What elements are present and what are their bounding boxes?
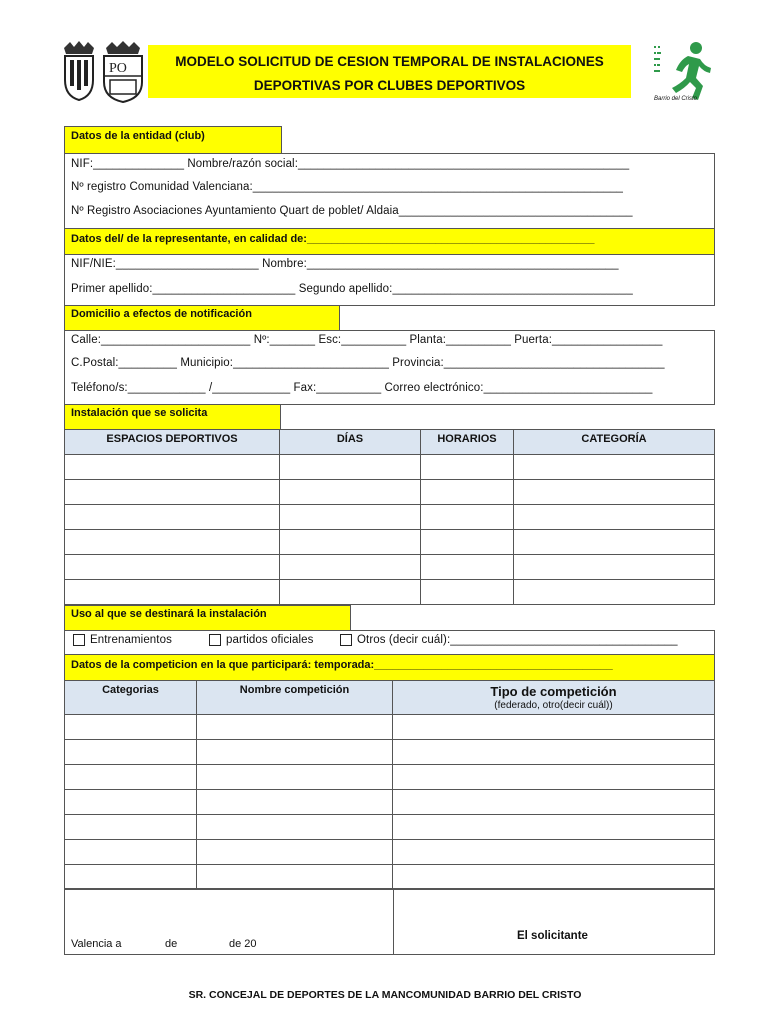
table-cell[interactable]	[65, 765, 197, 790]
table-cell[interactable]	[280, 480, 421, 505]
fecha-de-1: de	[165, 938, 178, 950]
table-cell[interactable]	[514, 555, 715, 580]
entidad-registro-asociaciones-line[interactable]: Nº Registro Asociaciones Ayuntamiento Quart de poblet/ Aldaia____________________________________	[71, 205, 633, 217]
entidad-registro-cv-line[interactable]: Nº registro Comunidad Valenciana:_________________________________________________________	[71, 181, 624, 193]
table-row	[65, 555, 715, 580]
domicilio-heading: Domicilio a efectos de notificación	[71, 308, 252, 320]
table-cell[interactable]	[65, 530, 280, 555]
table-cell[interactable]	[280, 455, 421, 480]
table-cell[interactable]	[197, 715, 393, 740]
representante-apellidos-line[interactable]: Primer apellido:______________________ Segundo apellido:_____________________________________	[71, 283, 633, 295]
table-cell[interactable]	[393, 715, 715, 740]
table-cell[interactable]	[65, 480, 280, 505]
signature-divider	[393, 889, 394, 955]
table-cell[interactable]	[65, 840, 197, 865]
table-cell[interactable]	[65, 740, 197, 765]
tipo-competicion-label: Tipo de competición	[490, 684, 617, 699]
section-heading-representante	[64, 228, 715, 255]
entidad-box	[64, 153, 715, 229]
entidad-heading: Datos de la entidad (club)	[71, 130, 205, 142]
fecha-de-2: de 20	[229, 938, 257, 950]
table-row	[65, 840, 715, 865]
entrenamientos-label: Entrenamientos	[90, 634, 172, 647]
col-tipo-competicion	[393, 681, 715, 715]
partidos-oficiales-label: partidos oficiales	[226, 634, 314, 647]
table-cell[interactable]	[65, 865, 197, 890]
table-cell[interactable]	[393, 865, 715, 890]
entidad-nif-line[interactable]: NIF:______________ Nombre/razón social:___________________________________________________	[71, 158, 630, 170]
table-cell[interactable]	[65, 815, 197, 840]
col-categoria: CATEGORÍA	[514, 430, 715, 455]
checkbox-otros[interactable]	[340, 634, 352, 646]
table-cell[interactable]	[421, 480, 514, 505]
representante-box	[64, 254, 715, 306]
uso-box	[64, 630, 715, 655]
uso-heading: Uso al que se destinará la instalación	[71, 608, 267, 620]
svg-text:PO: PO	[109, 61, 127, 76]
representante-heading: Datos del/ de la representante, en calidad de:_______________________________________________	[71, 233, 595, 245]
table-cell[interactable]	[65, 580, 280, 605]
table-cell[interactable]	[514, 505, 715, 530]
coat-of-arms-po	[100, 40, 146, 104]
table-cell[interactable]	[421, 530, 514, 555]
table-row	[65, 715, 715, 740]
table-cell[interactable]	[197, 790, 393, 815]
table-cell[interactable]	[393, 840, 715, 865]
option-entrenamientos[interactable]	[73, 634, 172, 646]
table-row	[65, 815, 715, 840]
table-cell[interactable]	[514, 455, 715, 480]
table-cell[interactable]	[197, 815, 393, 840]
logo-caption: Barrio del Cristo	[654, 96, 698, 102]
section-heading-uso	[64, 605, 351, 631]
table-cell[interactable]	[65, 790, 197, 815]
domicilio-calle-line[interactable]: Calle:_______________________ Nº:_______ Esc:__________ Planta:__________ Puerta:_________________	[71, 334, 663, 346]
table-cell[interactable]	[421, 555, 514, 580]
section-heading-competicion	[64, 654, 715, 681]
domicilio-box	[64, 330, 715, 405]
table-cell[interactable]	[514, 530, 715, 555]
table-row	[65, 480, 715, 505]
section-heading-domicilio	[64, 305, 340, 331]
coat-of-arms-left	[60, 40, 98, 102]
table-cell[interactable]	[280, 580, 421, 605]
tipo-competicion-sublabel: (federado, otro(decir cuál))	[494, 700, 613, 711]
title-line-1: MODELO SOLICITUD DE CESION TEMPORAL DE INSTALACIONES	[175, 54, 604, 69]
option-otros[interactable]	[340, 634, 678, 646]
table-cell[interactable]	[197, 865, 393, 890]
table-cell[interactable]	[393, 790, 715, 815]
table-cell[interactable]	[197, 765, 393, 790]
table-cell[interactable]	[197, 740, 393, 765]
col-espacios-deportivos: ESPACIOS DEPORTIVOS	[65, 430, 280, 455]
table-cell[interactable]	[421, 505, 514, 530]
instalacion-table	[64, 429, 715, 605]
table-cell[interactable]	[65, 505, 280, 530]
table-cell[interactable]	[280, 555, 421, 580]
signature-area	[64, 888, 715, 955]
table-cell[interactable]	[393, 815, 715, 840]
table-row	[65, 765, 715, 790]
section-heading-entidad	[64, 126, 282, 154]
table-cell[interactable]	[514, 480, 715, 505]
domicilio-postal-line[interactable]: C.Postal:_________ Municipio:________________________ Provincia:__________________________________	[71, 357, 665, 369]
table-cell[interactable]	[65, 455, 280, 480]
document-title	[148, 45, 631, 98]
table-row	[65, 505, 715, 530]
col-nombre-competicion: Nombre competición	[197, 681, 393, 715]
table-cell[interactable]	[421, 455, 514, 480]
table-row	[65, 530, 715, 555]
domicilio-telefono-line[interactable]: Teléfono/s:____________ /____________ Fax:__________ Correo electrónico:__________________________	[71, 382, 653, 394]
representante-nif-line[interactable]: NIF/NIE:______________________ Nombre:________________________________________________	[71, 258, 619, 270]
option-partidos-oficiales[interactable]	[209, 634, 313, 646]
col-categorias: Categorias	[65, 681, 197, 715]
table-cell[interactable]	[421, 580, 514, 605]
table-row	[65, 740, 715, 765]
el-solicitante-label: El solicitante	[517, 930, 588, 942]
table-cell[interactable]	[65, 715, 197, 740]
col-dias: DÍAS	[280, 430, 421, 455]
checkbox-partidos-oficiales[interactable]	[209, 634, 221, 646]
competicion-table	[64, 680, 715, 890]
col-horarios: HORARIOS	[421, 430, 514, 455]
checkbox-entrenamientos[interactable]	[73, 634, 85, 646]
table-cell[interactable]	[280, 505, 421, 530]
table-row	[65, 455, 715, 480]
table-cell[interactable]	[393, 765, 715, 790]
competicion-heading: Datos de la competicion en la que participará: temporada:_______________________________________	[71, 659, 613, 671]
table-cell[interactable]	[65, 555, 280, 580]
section-heading-instalacion	[64, 404, 281, 430]
table-row	[65, 865, 715, 890]
otros-label: Otros (decir cuál):___________________________________	[357, 634, 678, 647]
table-cell[interactable]	[393, 740, 715, 765]
table-row	[65, 790, 715, 815]
barrio-del-cristo-logo	[652, 40, 714, 106]
table-cell[interactable]	[197, 840, 393, 865]
fecha-valencia: Valencia a	[71, 938, 122, 950]
table-cell[interactable]	[280, 530, 421, 555]
instalacion-heading: Instalación que se solicita	[71, 407, 208, 419]
footer-concejal: SR. CONCEJAL DE DEPORTES DE LA MANCOMUNIDAD BARRIO DEL CRISTO	[188, 989, 582, 1001]
table-cell[interactable]	[514, 580, 715, 605]
title-line-2: DEPORTIVAS POR CLUBES DEPORTIVOS	[253, 78, 526, 93]
table-row	[65, 580, 715, 605]
